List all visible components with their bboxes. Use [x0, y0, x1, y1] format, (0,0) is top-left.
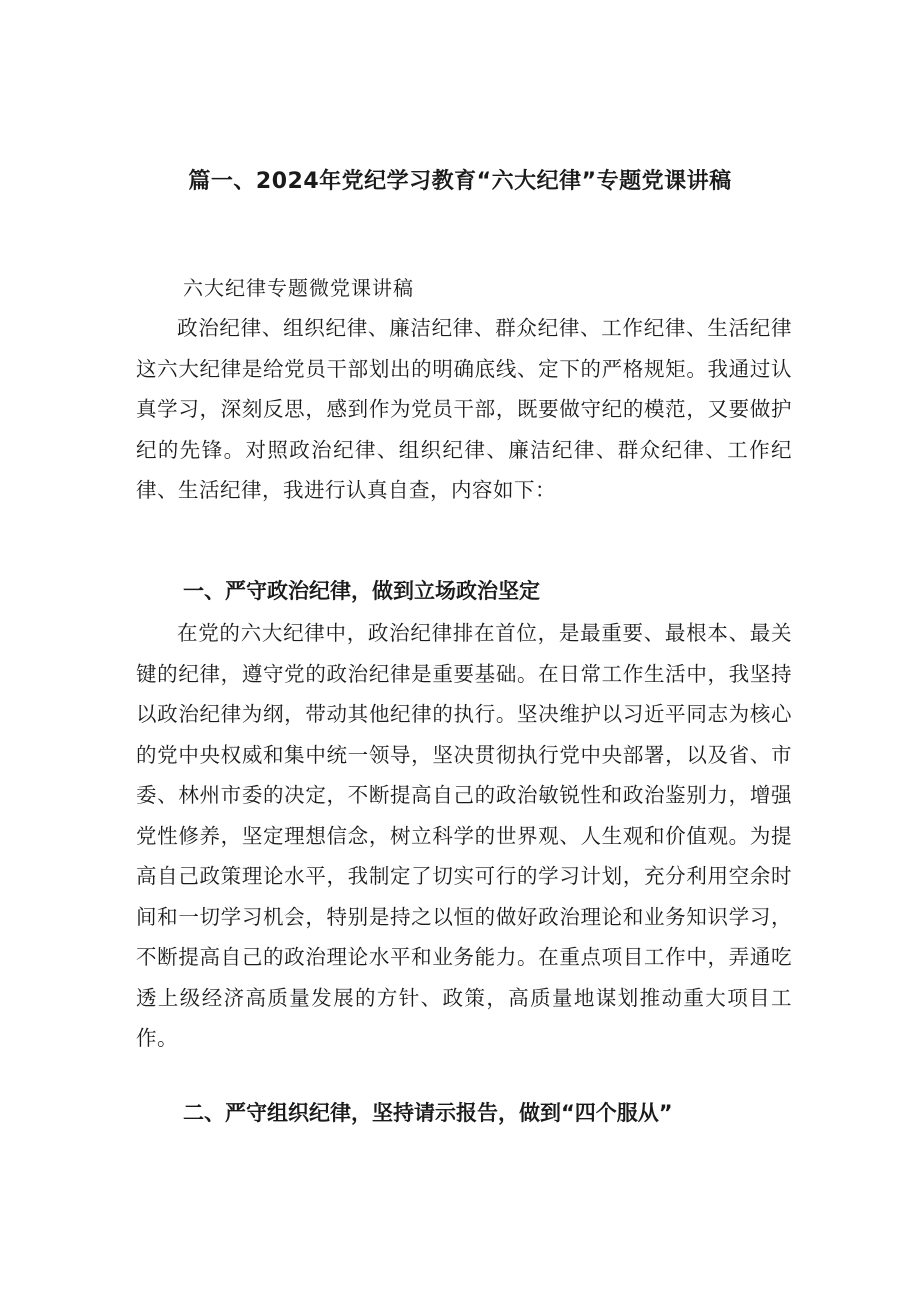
- document-title: 篇一、2024年党纪学习教育“六大纪律”专题党课讲稿: [188, 169, 732, 194]
- paragraph-political-discipline: 在党的六大纪律中，政治纪律排在首位，是最重要、最根本、最关键的纪律，遵守党的政治纪律是重要基础。在日常工作生活中，我坚持以政治纪律为纲，带动其他纪律的执行。坚决维护以习近平同志为核心的党中央权威和集中统一领导，坚决贯彻执行党中央部署，以及省、市委、林州市委的决定，不断提高自己的政治敏锐性和政治鉴别力，增强党性修养，坚定理想信念，树立科学的世界观、人生观和价值观。为提高自己政策理论水平，我制定了切实可行的学习计划，充分利用空余时间和一切学习机会，特别是持之以恒的做好政治理论和业务知识学习，不断提高自己的政治理论水平和业务能力。在重点项目工作中，弄通吃透上级经济高质量发展的方针、政策，高质量地谋划推动重大项目工作。: [136, 621, 792, 1050]
- paragraph-intro: 政治纪律、组织纪律、廉洁纪律、群众纪律、工作纪律、生活纪律这六大纪律是给党员干部划出的明确底线、定下的严格规矩。我通过认真学习，深刻反思，感到作为党员干部，既要做守纪的模范，又要做护纪的先锋。对照政治纪律、组织纪律、廉洁纪律、群众纪律、工作纪律、生活纪律，我进行认真自查，内容如下：: [136, 316, 792, 502]
- section-heading-organizational-discipline: 二、严守组织纪律，坚持请示报告，做到“四个服从”: [183, 1101, 673, 1125]
- document-subtitle: 六大纪律专题微党课讲稿: [183, 276, 414, 300]
- section-heading-political-discipline: 一、严守政治纪律，做到立场政治坚定: [183, 579, 540, 603]
